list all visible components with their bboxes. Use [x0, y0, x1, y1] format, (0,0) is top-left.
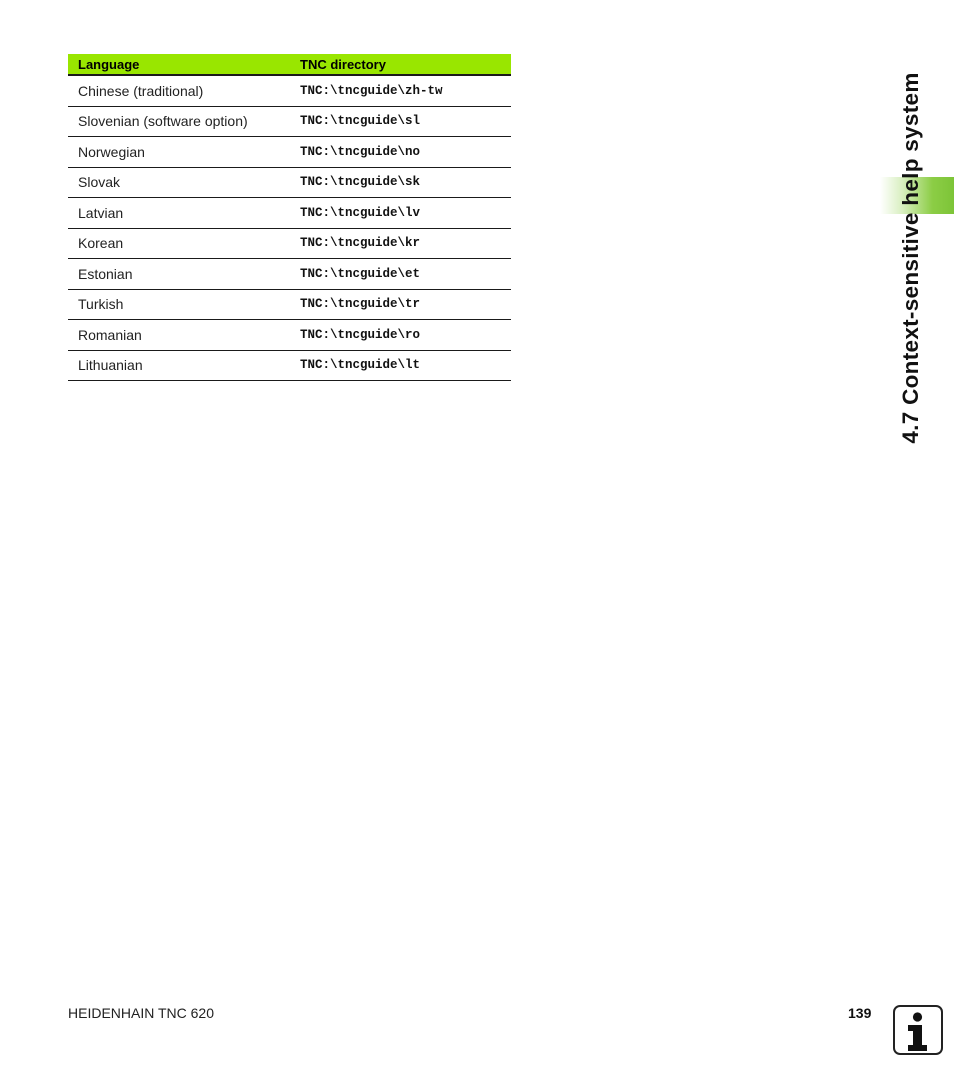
table-row: [68, 137, 511, 168]
language-cell: Latvian: [68, 198, 290, 229]
directory-cell: TNC:\tncguide\ro: [290, 320, 511, 351]
table-row: [68, 228, 511, 259]
directory-cell: TNC:\tncguide\zh-tw: [290, 75, 511, 106]
directory-cell: TNC:\tncguide\lv: [290, 198, 511, 229]
table-row: [68, 350, 511, 381]
page-number: 139: [848, 1005, 872, 1021]
language-cell: Chinese (traditional): [68, 75, 290, 106]
language-cell: Estonian: [68, 259, 290, 290]
directory-cell: TNC:\tncguide\kr: [290, 228, 511, 259]
language-cell: Norwegian: [68, 137, 290, 168]
table-row: [68, 259, 511, 290]
header-tnc-directory: TNC directory: [290, 54, 511, 75]
directory-cell: TNC:\tncguide\tr: [290, 289, 511, 320]
info-icon: [893, 1005, 943, 1055]
language-cell: Romanian: [68, 320, 290, 351]
language-cell: Slovenian (software option): [68, 106, 290, 137]
language-cell: Korean: [68, 228, 290, 259]
directory-cell: TNC:\tncguide\lt: [290, 350, 511, 381]
table-header-row: [68, 54, 511, 75]
footer-product-name: HEIDENHAIN TNC 620: [68, 1005, 215, 1021]
section-title: 4.7 Context-sensitive help system: [898, 72, 923, 444]
directory-cell: TNC:\tncguide\sk: [290, 167, 511, 198]
directory-cell: TNC:\tncguide\et: [290, 259, 511, 290]
table-row: [68, 106, 511, 137]
table-row: [68, 289, 511, 320]
directory-cell: TNC:\tncguide\sl: [290, 106, 511, 137]
language-cell: Turkish: [68, 289, 290, 320]
directory-cell: TNC:\tncguide\no: [290, 137, 511, 168]
table-row: [68, 75, 511, 106]
language-directory-table: [68, 54, 511, 381]
header-language: Language: [68, 54, 290, 75]
language-cell: Lithuanian: [68, 350, 290, 381]
table-row: [68, 167, 511, 198]
table-row: [68, 198, 511, 229]
table-row: [68, 320, 511, 351]
language-cell: Slovak: [68, 167, 290, 198]
